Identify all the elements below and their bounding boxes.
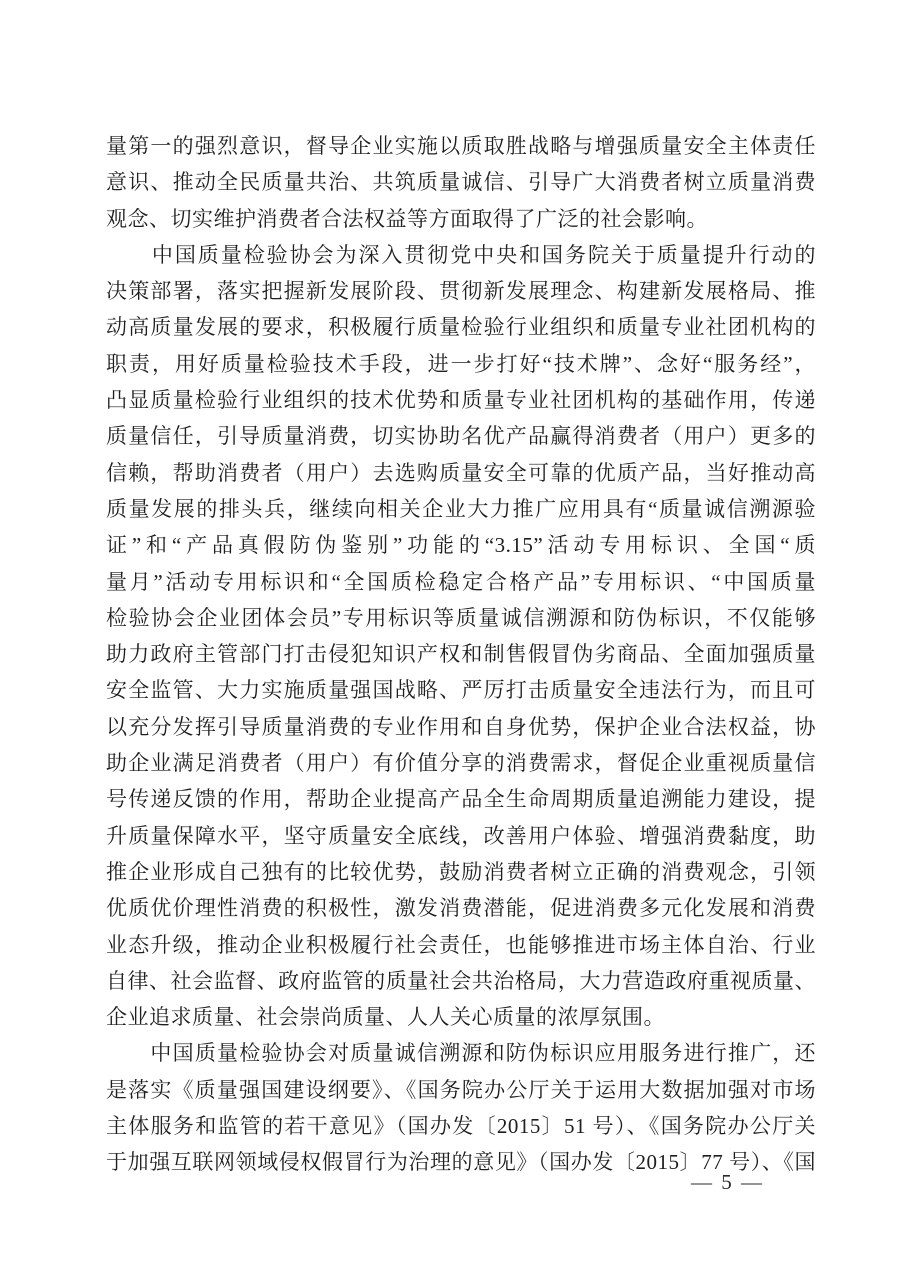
text-line: 助企业满足消费者（用户）有价值分享的消费需求，督促企业重视质量信 xyxy=(106,751,816,776)
text-line: 于加强互联网领域侵权假冒行为治理的意见》（国办发〔2015〕77 号）、《国 xyxy=(106,1150,816,1175)
text-line: 助力政府主管部门打击侵犯知识产权和制售假冒伪劣商品、全面加强质量 xyxy=(106,642,816,667)
text-line: 检验协会企业团体会员”专用标识等质量诚信溯源和防伪标识，不仅能够 xyxy=(106,605,816,630)
text-line: 是落实《质量强国建设纲要》、《国务院办公厅关于运用大数据加强对市场 xyxy=(106,1077,816,1102)
text-line: 业态升级，推动企业积极履行社会责任，也能够推进市场主体自治、行业 xyxy=(106,932,816,957)
text-line: 量月”活动专用标识和“全国质检稳定合格产品”专用标识、“中国质量 xyxy=(106,569,816,594)
text-line: 升质量保障水平，坚守质量安全底线，改善用户体验、增强消费黏度，助 xyxy=(106,823,816,848)
text-line: 质量发展的排头兵，继续向相关企业大力推广应用具有“质量诚信溯源验 xyxy=(106,496,816,521)
text-line: 信赖，帮助消费者（用户）去选购质量安全可靠的优质产品，当好推动高 xyxy=(106,460,816,485)
text-line: 决策部署，落实把握新发展阶段、贯彻新发展理念、构建新发展格局、推 xyxy=(106,279,816,304)
text-line: 凸显质量检验行业组织的技术优势和质量专业社团机构的基础作用，传递 xyxy=(106,388,816,413)
text-line: 量第一的强烈意识，督导企业实施以质取胜战略与增强质量安全主体责任 xyxy=(106,134,816,158)
text-line: 优质优价理性消费的积极性，激发消费潜能，促进消费多元化发展和消费 xyxy=(106,896,816,921)
text-line: 中国质量检验协会为深入贯彻党中央和国务院关于质量提升行动的 xyxy=(106,242,816,267)
text-line: 以充分发挥引导质量消费的专业作用和自身优势，保护企业合法权益，协 xyxy=(106,714,816,739)
text-line: 质量信任，引导质量消费，切实协助名优产品赢得消费者（用户）更多的 xyxy=(106,424,816,449)
text-line: 职责，用好质量检验技术手段，进一步打好“技术牌”、念好“服务经”， xyxy=(106,351,816,376)
text-line: 动高质量发展的要求，积极履行质量检验行业组织和质量专业社团机构的 xyxy=(106,315,816,340)
text-line: 中国质量检验协会对质量诚信溯源和防伪标识应用服务进行推广，还 xyxy=(106,1041,816,1066)
text-line: 推企业形成自己独有的比较优势，鼓励消费者树立正确的消费观念，引领 xyxy=(106,859,816,884)
text-line: 安全监管、大力实施质量强国战略、严厉打击质量安全违法行为，而且可 xyxy=(106,678,816,703)
page-number: — 5 — xyxy=(691,1170,764,1194)
text-line: 企业追求质量、社会崇尚质量、人人关心质量的浓厚氛围。 xyxy=(106,1005,665,1030)
text-line: 自律、社会监督、政府监管的质量社会共治格局，大力营造政府重视质量、 xyxy=(106,968,816,993)
text-line: 意识、推动全民质量共治、共筑质量诚信、引导广大消费者树立质量消费 xyxy=(106,170,816,195)
text-line: 观念、切实维护消费者合法权益等方面取得了广泛的社会影响。 xyxy=(106,206,708,231)
text-line: 号传递反馈的作用，帮助企业提高产品全生命周期质量追溯能力建设，提 xyxy=(106,787,816,812)
document-text-block xyxy=(106,128,816,1181)
text-line: 主体服务和监管的若干意见》（国办发〔2015〕51 号）、《国务院办公厅关 xyxy=(106,1114,816,1139)
text-line: 证”和“产品真假防伪鉴别”功能的“3.15”活动专用标识、全国“质 xyxy=(106,533,816,558)
